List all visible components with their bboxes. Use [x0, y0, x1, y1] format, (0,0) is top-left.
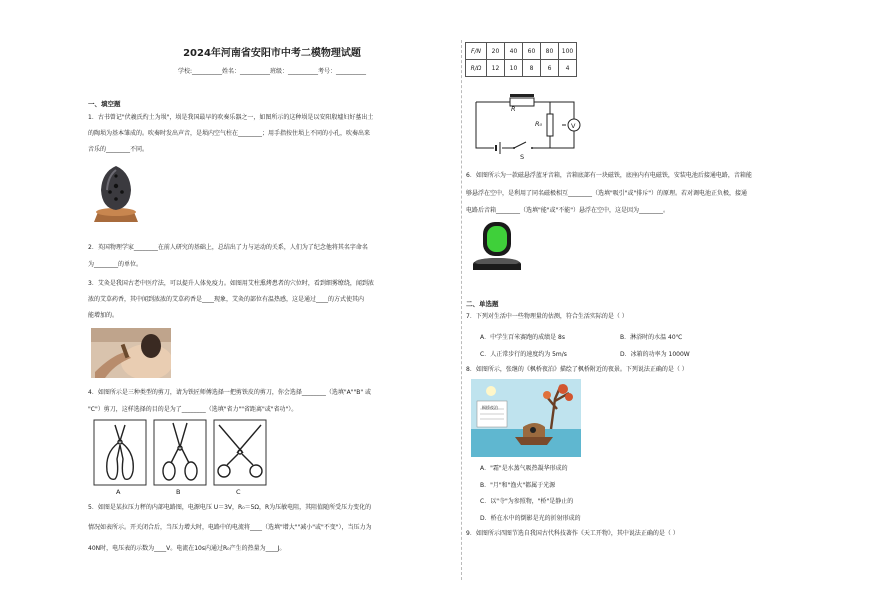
moxibustion-photo	[91, 328, 171, 378]
table-cell: R/Ω	[466, 60, 487, 77]
q9-stem: 9．如图所示四图节选自我国古代科技著作《天工开物》，其中说法正确的是（ ）	[466, 530, 679, 537]
table-row	[466, 60, 577, 77]
q7-option-c: C．人正常步行的速度约为 5m/s	[480, 351, 567, 358]
table-cell: 60	[523, 43, 541, 60]
table-cell: 10	[505, 60, 523, 77]
force-resistance-table	[465, 42, 577, 77]
table-row	[466, 43, 577, 60]
table-cell: 40	[505, 43, 523, 60]
q4-line1: 4．如图所示是三种类型的剪刀，请为铁匠师傅选择一把剪铁皮的剪刀，你会选择________（选填"A""B" 或	[88, 389, 371, 396]
q8-option-a: A．"霜"是水蒸气吸热凝华形成的	[480, 465, 568, 472]
table-cell: 4	[559, 60, 577, 77]
q1-line3: 音乐的________不同。	[88, 146, 149, 153]
levitating-speaker-image	[471, 220, 527, 276]
table-cell: 8	[523, 60, 541, 77]
table-cell: 100	[559, 43, 577, 60]
q3-line2: 浓的艾草药香，其中闻到浓浓的艾草药香是____现象，艾灸的部位有温热感，这是通过____的方式使其内	[88, 296, 365, 303]
scissors-label-a: A	[116, 488, 121, 496]
table-cell: 6	[541, 60, 559, 77]
q7-option-a: A．中学生百米赛跑的成绩是 8s	[480, 334, 565, 341]
q1-line2: 的陶埙为基本雏成的。吹奏时发出声音，是埙内空气柱在________；用手指按住埙上不同的小孔，吹奏出来	[88, 130, 371, 137]
poem-title: 枫桥夜泊	[482, 405, 498, 410]
q6-line1: 6．如图所示为一款磁悬浮蓝牙音箱，音箱底部有一块磁铁，底座内有电磁铁，安装电池后接通电路，音箱能	[466, 172, 752, 179]
q5-line2: 情况如表所示。开关闭合后，当压力增大时，电路中的电流将____（选填"增大""减小"或"不变"），当压力为	[88, 524, 372, 531]
student-info-line: 学校:__________姓名：__________班级：__________考号：__________	[177, 68, 367, 75]
table-cell: 20	[487, 43, 505, 60]
table-cell: 12	[487, 60, 505, 77]
q8-option-d: D．桥在水中的倒影是光的折射形成的	[480, 515, 581, 522]
section-single-choice: 二、单选题	[466, 300, 499, 308]
circuit-diagram	[474, 92, 594, 164]
scissors-label-c: C	[236, 488, 241, 496]
poem-illustration	[471, 379, 581, 457]
scissors-label-b: B	[176, 488, 181, 496]
q8-option-b: B．"月"和"渔火"都属于光源	[480, 482, 556, 489]
q2-line2: 为________的单位。	[88, 261, 143, 268]
q7-option-b: B．淋浴时的水温 40℃	[620, 334, 683, 341]
q3-line3: 能增加的。	[88, 312, 119, 319]
table-cell: 80	[541, 43, 559, 60]
q5-line3: 40N时，电压表的示数为____V。电流在10s内通过R₀产生的热量为____J。	[88, 545, 286, 552]
page-title: 2024年河南省安阳市中考二模物理试题	[183, 48, 361, 59]
ocarina-image	[92, 162, 140, 226]
resistor-r0-label: R₀	[535, 120, 543, 128]
q7-option-d: D．冰箱的功率为 1000W	[620, 351, 690, 358]
q3-line1: 3．艾灸是我国古老中医疗法，可以提升人体免疫力。如图用艾柱熏烤患者的穴位时，看到细雾缭绕，闻到浓	[88, 280, 374, 287]
section-fill-in: 一、填空题	[88, 100, 121, 108]
table-cell: F/N	[466, 43, 487, 60]
q4-line2: "C"）剪刀，这样选择的目的是为了________（选填"省力""省距离"或"省功"）。	[88, 406, 298, 413]
resistor-r-label: R	[511, 105, 516, 113]
switch-label: S	[520, 153, 525, 161]
q7-stem: 7．下列对生活中一些物理量的估测，符合生活实际的是（ ）	[466, 313, 628, 320]
q6-line2: 够悬浮在空中，是利用了同名磁极相互________（选填"吸引"或"排斥"）的原理。若对调电池正负极，接通	[466, 190, 748, 197]
q8-option-c: C．以"寺"为参照物，"桥"是静止的	[480, 498, 574, 505]
q1-line1: 1．古书曾记"伏羲氏灼土为埙"，埙是我国最早的吹奏乐器之一，如图所示的这种埙是以安阳殷墟妇好墓出土	[88, 114, 374, 121]
voltmeter-label: V	[571, 122, 576, 130]
q5-line1: 5．如图是某拉压力秤的内部电路图，电源电压 U＝3V，R₀＝5Ω，R为压敏电阻，其阻值随所受压力变化的	[88, 504, 372, 511]
q8-stem: 8．如图所示，张继的《枫桥夜泊》描绘了枫桥附近的夜景。下列说法正确的是（ ）	[466, 366, 688, 373]
q6-line3: 电路后音箱________（选填"能"或"不能"）悬浮在空中，这是因为________。	[466, 207, 670, 214]
scissors-diagram	[93, 419, 268, 487]
column-divider	[461, 40, 462, 580]
q2-line1: 2．英国物理学家________在前人研究的基础上，总结出了力与运动的关系，人们为了纪念他将其名字命名	[88, 244, 368, 251]
